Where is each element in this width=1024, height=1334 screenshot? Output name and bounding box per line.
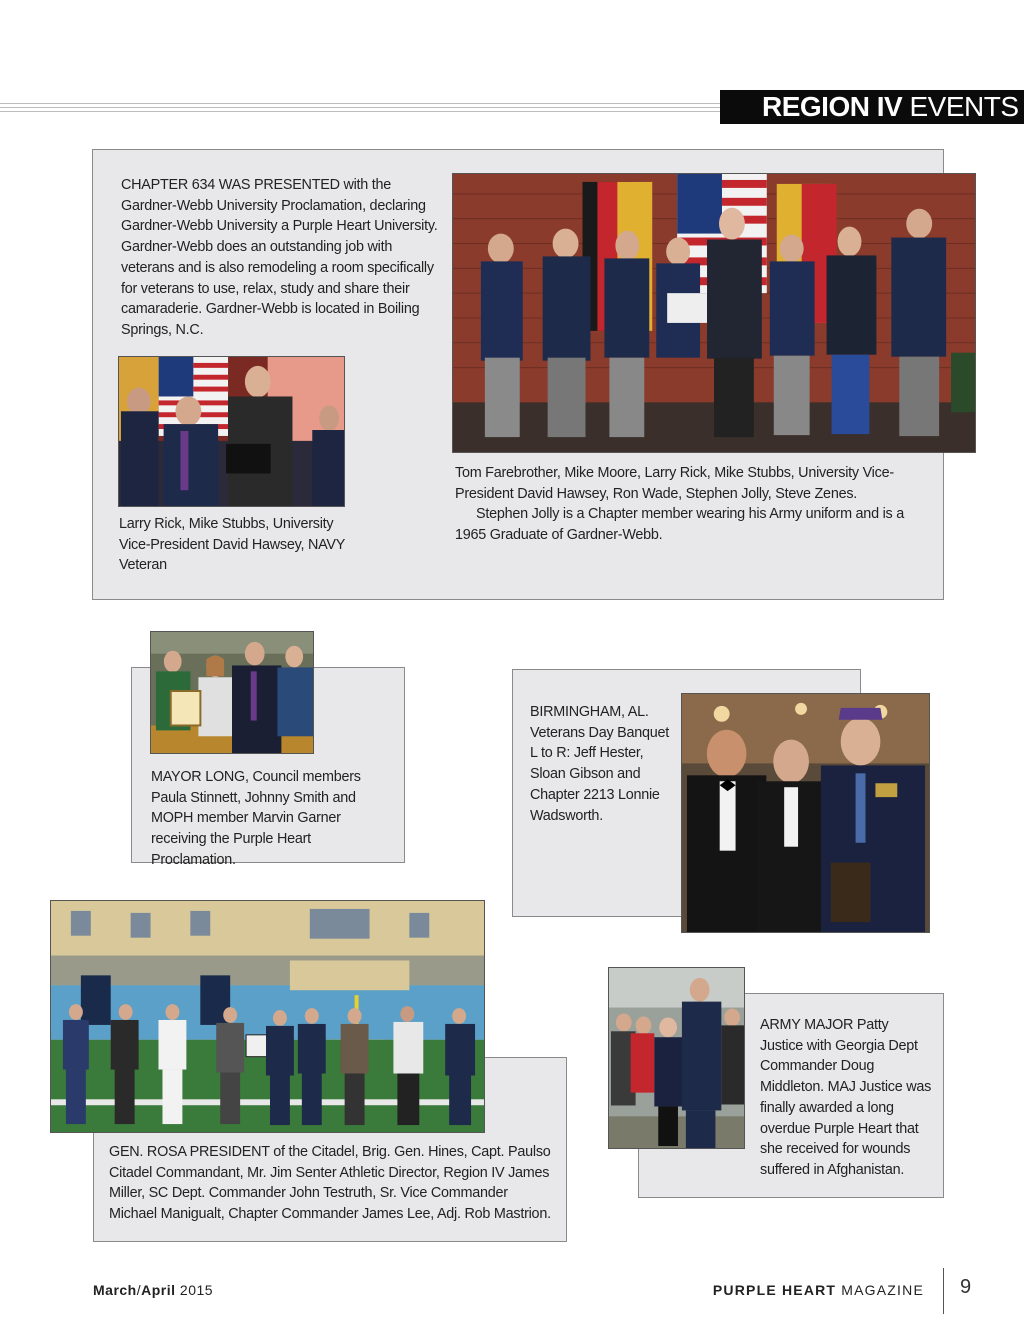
story-text: CHAPTER 634 WAS PRESENTED with the Gardner-Webb University Proclamation, declaring Gardner-Webb University a Purple Heart University. Gardner-Webb does an outstanding job with veterans and is also remodeling a room specifically for veterans to use, relax, study and share their camaraderie. Gardner-Webb is located in Boiling Springs, N.C. bbox=[121, 177, 438, 338]
magazine-name: PURPLE HEART MAGAZINE bbox=[712, 1282, 924, 1298]
photo-group-gardner-webb bbox=[452, 173, 976, 453]
photo-mayor-long bbox=[150, 631, 314, 754]
photo-caption-large-note: Stephen Jolly is a Chapter member wearing his Army uniform and is a 1965 Graduate of Gardner-Webb. bbox=[455, 506, 904, 543]
photo-birmingham-banquet bbox=[681, 693, 930, 933]
page-number: 9 bbox=[960, 1276, 972, 1298]
footer-divider bbox=[943, 1268, 944, 1314]
issue-date: March/April 2015 bbox=[93, 1282, 214, 1298]
header-rule bbox=[0, 103, 720, 104]
photo-caption: MAYOR LONG, Council members Paula Stinnett, Johnny Smith and MOPH member Marvin Garner receiving the Purple Heart Proclamation. bbox=[151, 769, 361, 868]
photo-caption: ARMY MAJOR Patty Justice with Georgia Dept Commander Doug Middleton. MAJ Justice was finally awarded a long overdue Purple Heart that she received for wounds suffered in Afghanistan. bbox=[760, 1017, 932, 1178]
header-rule bbox=[0, 111, 720, 112]
photo-army-major bbox=[608, 967, 745, 1149]
photo-caption-small: Larry Rick, Mike Stubbs, University Vice-President David Hawsey, NAVY Veteran bbox=[119, 516, 345, 574]
section-banner: REGION IV EVENTS bbox=[720, 90, 1024, 124]
photo-caption: GEN. ROSA PRESIDENT of the Citadel, Brig. Gen. Hines, Capt. Paulso Citadel Commandant, Mr. Jim Senter Athletic Director, Region IV James Miller, SC Dept. Commander John Testruth, Sr. Vice Commander Michael Manigualt, Chapter Commander James Lee, Adj. Rob Mastrion. bbox=[109, 1144, 551, 1223]
header-rule bbox=[0, 107, 720, 108]
photo-caption: BIRMINGHAM, AL. Veterans Day Banquet L to R: Jeff Hester, Sloan Gibson and Chapter 2213 Lonnie Wadsworth. bbox=[530, 704, 670, 824]
photo-proclamation-small bbox=[118, 356, 345, 507]
photo-caption-large: Tom Farebrother, Mike Moore, Larry Rick, Mike Stubbs, University Vice-President David Hawsey, Ron Wade, Stephen Jolly, Steve Zenes. bbox=[455, 465, 894, 502]
photo-citadel-field bbox=[50, 900, 485, 1133]
